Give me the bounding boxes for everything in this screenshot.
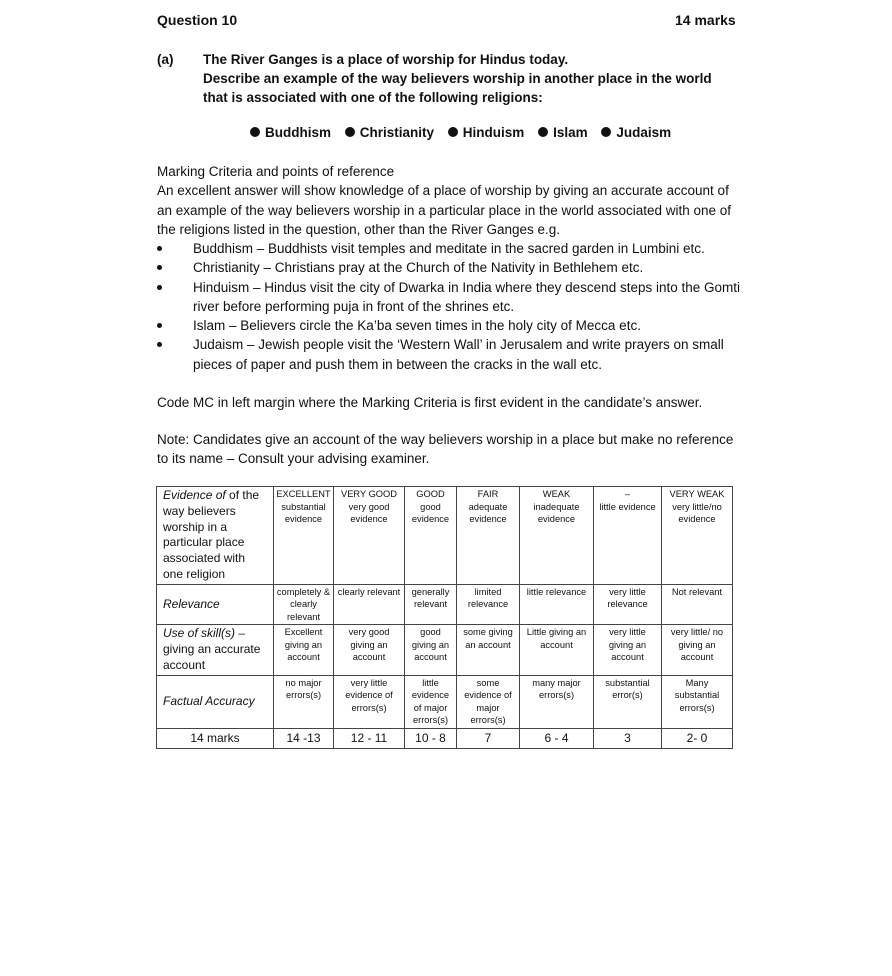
marks-cell: 6 - 4 [520, 728, 594, 748]
bullet-icon [538, 127, 548, 137]
bullet-icon [157, 323, 162, 328]
religion-item: Hinduism [448, 125, 525, 140]
grade-cell: – little evidence [594, 487, 662, 585]
grade-cell: Excellent giving an account [274, 625, 334, 675]
grade-cell: completely & clearly relevant [274, 584, 334, 625]
table-row [157, 584, 733, 625]
grade-cell: Not relevant [662, 584, 733, 625]
grade-cell: VERY WEAK very little/no evidence [662, 487, 733, 585]
marks-cell: 7 [457, 728, 520, 748]
grade-cell: FAIR adequate evidence [457, 487, 520, 585]
marks-row [157, 728, 733, 748]
bullet-icon [345, 127, 355, 137]
criteria-bullets [157, 239, 757, 374]
grade-cell: very little evidence of errors(s) [334, 675, 405, 728]
marking-criteria [157, 162, 747, 239]
marks-label: 14 marks [157, 728, 274, 748]
marks-cell: 3 [594, 728, 662, 748]
grade-cell: good giving an account [405, 625, 457, 675]
grade-cell: many major errors(s) [520, 675, 594, 728]
grade-cell: some giving an account [457, 625, 520, 675]
list-item: Christianity – Christians pray at the Church of the Nativity in Bethlehem etc. [157, 258, 757, 277]
part-label: (a) [157, 52, 174, 67]
grade-cell: clearly relevant [334, 584, 405, 625]
marks-cell: 14 -13 [274, 728, 334, 748]
religion-item: Islam [538, 125, 588, 140]
religion-item: Judaism [601, 125, 671, 140]
bullet-icon [250, 127, 260, 137]
grade-cell: Many substantial errors(s) [662, 675, 733, 728]
grade-cell: WEAK inadequate evidence [520, 487, 594, 585]
grade-cell: Little giving an account [520, 625, 594, 675]
marks-cell: 12 - 11 [334, 728, 405, 748]
table-row [157, 675, 733, 728]
bullet-icon [448, 127, 458, 137]
list-item: Buddhism – Buddhists visit temples and meditate in the sacred garden in Lumbini etc. [157, 239, 757, 258]
grade-cell: generally relevant [405, 584, 457, 625]
grade-cell: substantial error(s) [594, 675, 662, 728]
row-label: Use of skill(s) – giving an accurate account [157, 625, 274, 675]
grade-cell: GOOD good evidence [405, 487, 457, 585]
row-label: Factual Accuracy [157, 675, 274, 728]
grade-cell: very little relevance [594, 584, 662, 625]
row-label: Evidence of of the way believers worship in a particular place associated with one religion [157, 487, 274, 585]
grade-cell: little relevance [520, 584, 594, 625]
religion-list [250, 125, 681, 140]
religion-item: Christianity [345, 125, 434, 140]
grade-cell: no major errors(s) [274, 675, 334, 728]
grade-cell: little evidence of major errors(s) [405, 675, 457, 728]
table-row [157, 487, 733, 585]
grade-cell: very good giving an account [334, 625, 405, 675]
bullet-icon [157, 285, 162, 290]
grade-cell: some evidence of major errors(s) [457, 675, 520, 728]
list-item: Islam – Believers circle the Ka’ba seven times in the holy city of Mecca etc. [157, 316, 757, 335]
grade-cell: very little/ no giving an account [662, 625, 733, 675]
grade-cell: VERY GOOD very good evidence [334, 487, 405, 585]
bullet-icon [601, 127, 611, 137]
marking-grid [156, 486, 733, 749]
code-note: Code MC in left margin where the Marking Criteria is first evident in the candidate’s answer. [157, 395, 703, 410]
question-title: Question 10 [157, 12, 238, 28]
criteria-heading: Marking Criteria and points of reference [157, 164, 395, 179]
bullet-icon [157, 342, 162, 347]
grade-cell: EXCELLENT substantial evidence [274, 487, 334, 585]
list-item: Hinduism – Hindus visit the city of Dwarka in India where they descend steps into the Gomti river before performing puja in front of the shrines etc. [157, 278, 757, 317]
grade-cell: limited relevance [457, 584, 520, 625]
question-prompt [203, 50, 743, 107]
religion-item: Buddhism [250, 125, 331, 140]
list-item: Judaism – Jewish people visit the ‘Western Wall’ in Jerusalem and write prayers on small pieces of paper and push them in between the cracks in the wall etc. [157, 335, 757, 374]
bullet-icon [157, 265, 162, 270]
examiner-note: Note: Candidates give an account of the way believers worship in a place but make no reference to its name – Consult your advising examiner. [157, 432, 734, 467]
marks-cell: 2- 0 [662, 728, 733, 748]
prompt-line-3: that is associated with one of the following religions: [203, 90, 543, 105]
prompt-line-2: Describe an example of the way believers worship in another place in the world [203, 71, 712, 86]
question-marks: 14 marks [675, 12, 736, 28]
grade-cell: very little giving an account [594, 625, 662, 675]
bullet-icon [157, 246, 162, 251]
table-row [157, 625, 733, 675]
prompt-line-1: The River Ganges is a place of worship for Hindus today. [203, 52, 569, 67]
criteria-intro: An excellent answer will show knowledge of a place of worship by giving an accurate account of an example of the way believers worship in a particular place in the world associated with one of the religions listed in the question, other than the River Ganges e.g. [157, 183, 732, 237]
row-label: Relevance [157, 584, 274, 625]
marks-cell: 10 - 8 [405, 728, 457, 748]
